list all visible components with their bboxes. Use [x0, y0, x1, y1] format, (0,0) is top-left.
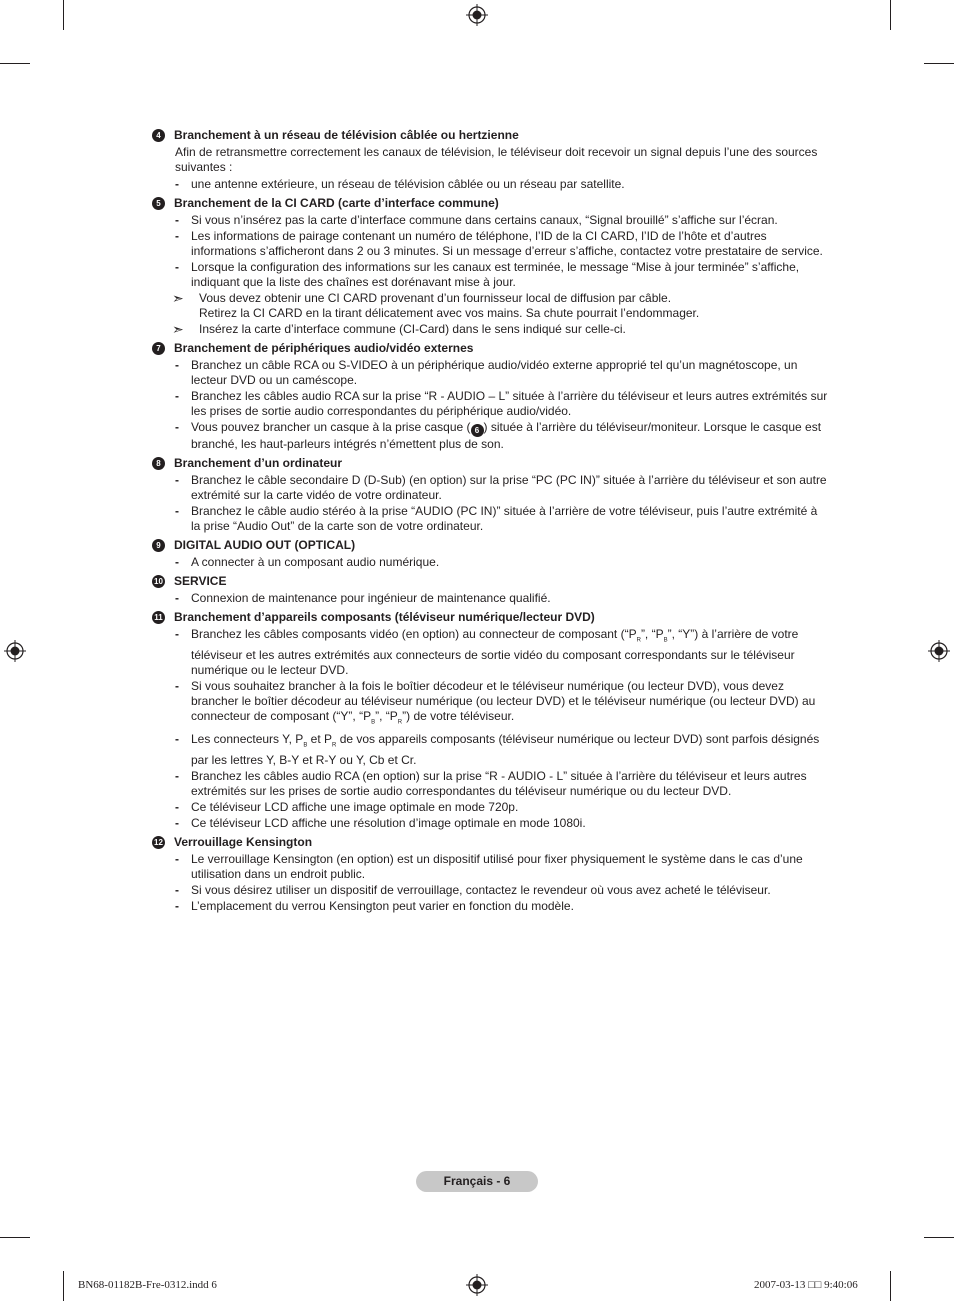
registration-mark-icon: [4, 640, 26, 662]
section-antenna: [152, 128, 828, 192]
section-number-badge: 5: [152, 197, 165, 210]
section-kensington-lock: [152, 835, 828, 914]
section-number-badge: 12: [152, 836, 165, 849]
dash-icon: -: [175, 731, 179, 746]
section-title: Branchement d’appareils composants (téléviseur numérique/lecteur DVD): [174, 610, 595, 624]
registration-mark-icon: [466, 1274, 488, 1296]
section-number-badge: 11: [152, 611, 165, 624]
section-service: [152, 574, 828, 606]
note-arrow-icon: ➣: [172, 321, 184, 337]
section-title: DIGITAL AUDIO OUT (OPTICAL): [174, 538, 356, 552]
dash-icon: -: [175, 504, 179, 518]
bullet-item: - Ce téléviseur LCD affiche une résolution d’image optimale en mode 1080i.: [175, 816, 586, 831]
section-paragraph: Afin de retransmettre correctement les canaux de télévision, le téléviseur doit recevoir un signal depuis l’une des sources suivantes :: [175, 145, 818, 174]
section-av-devices: [152, 341, 828, 452]
bullet-item: - A connecter à un composant audio numérique.: [175, 555, 440, 569]
dash-icon: -: [175, 389, 179, 403]
crop-mark: [924, 1237, 954, 1238]
dash-icon: -: [175, 899, 179, 914]
bullet-item: - Branchez les câbles audio RCA (en option) sur la prise “R - AUDIO - L” située à l’arrière du téléviseur et leurs autres extrémités sur les prises de sortie audio correspondantes du téléviseur numérique ou du lecteur DVD.: [175, 769, 807, 799]
dash-icon: -: [175, 229, 179, 243]
bullet-item: - Lorsque la configuration des informations sur les canaux est terminée, le message “Mise à jour terminée” s’affiche, indiquant que la liste des chaînes est dorénavant mise à jour.: [175, 260, 800, 289]
dash-icon: -: [175, 627, 179, 641]
section-number-badge: 10: [152, 575, 165, 588]
bullet-item: - Branchez le câble audio stéréo à la prise “AUDIO (PC IN)” située à l’arrière de votre téléviseur, puis l’autre extrémité à la prise “Audio Out” de la carte son de votre ordinateur.: [175, 504, 818, 533]
bullet-item: - Si vous souhaitez brancher à la fois le boîtier décodeur et le téléviseur numérique (ou lecteur DVD), vous devez brancher le boîtier décodeur au téléviseur numérique (ou lecteur DVD) et le téléviseur numérique (ou lecteur DVD) au connecteur de composant (“Y”, “$P_B$”, “$P_R$”) de votre téléviseur.: [175, 679, 828, 730]
bullet-item: - Branchez le câble secondaire D (D-Sub) (en option) sur la prise “PC (PC IN)” située à l’arrière du téléviseur et son autre extrémité sur la carte vidéo de votre ordinateur.: [175, 473, 827, 502]
bullet-item: - L’emplacement du verrou Kensington peut varier en fonction du modèle.: [175, 899, 574, 914]
dash-icon: -: [175, 358, 179, 372]
section-computer: [152, 456, 828, 534]
dash-icon: -: [175, 800, 179, 815]
bullet-item: - Le verrouillage Kensington (en option) est un dispositif utilisé pour fixer physiquement le système dans le cas d’une utilisation dans un endroit public.: [175, 852, 803, 882]
dash-icon: -: [175, 679, 179, 694]
section-title: Branchement de périphériques audio/vidéo externes: [174, 341, 474, 355]
bullet-item: - Si vous désirez utiliser un dispositif de verrouillage, contactez le revendeur où vous avez acheté le téléviseur.: [175, 883, 771, 898]
bullet-item: - Si vous n’insérez pas la carte d’interface commune dans certains canaux, “Signal brouillé” s’affiche sur l’écran.: [175, 213, 778, 227]
crop-mark: [63, 0, 64, 30]
section-title: Branchement de la CI CARD (carte d’interface commune): [174, 196, 499, 210]
crop-mark: [63, 1271, 64, 1301]
dash-icon: -: [175, 852, 179, 867]
section-title: SERVICE: [174, 574, 227, 588]
crop-mark: [890, 0, 891, 30]
section-title: Branchement à un réseau de télévision câblée ou hertzienne: [174, 128, 519, 142]
dash-icon: -: [175, 213, 179, 227]
section-number-badge: 8: [152, 457, 165, 470]
crop-mark: [924, 63, 954, 64]
bullet-item: - Vous pouvez brancher un casque à la prise casque ( 6 ) située à l’arrière du téléviseur/moniteur. Lorsque le casque est branché, les haut-parleurs intégrés n’émettent plus de son.: [175, 420, 822, 451]
section-ci-card: [152, 196, 828, 337]
crop-mark: [0, 63, 30, 64]
bullet-item: - Branchez un câble RCA ou S-VIDEO à un périphérique audio/vidéo externe approprié tel qu’un magnétoscope, un lecteur DVD ou un caméscope.: [175, 358, 798, 387]
bullet-item: - une antenne extérieure, un réseau de télévision câblée ou un réseau par satellite.: [175, 177, 625, 191]
section-number-badge: 7: [152, 342, 165, 355]
bullet-item: - Connexion de maintenance pour ingénieur de maintenance qualifié.: [175, 591, 551, 605]
bullet-item: - Les informations de pairage contenant un numéro de téléphone, l’ID de la CI CARD, l’ID de l’hôte et d’autres informations s’afficheront dans 2 ou 3 minutes. Si un message d’erreur s’affiche, contactez votre prestataire de service.: [175, 229, 823, 258]
crop-mark: [890, 1271, 891, 1301]
dash-icon: -: [175, 473, 179, 487]
section-digital-audio-out: [152, 538, 828, 570]
registration-mark-icon: [928, 640, 950, 662]
dash-icon: -: [175, 260, 179, 274]
dash-icon: -: [175, 555, 179, 569]
section-title: Verrouillage Kensington: [174, 835, 313, 850]
bullet-item: - Les connecteurs Y, $P_B$ et $P_R$ de vos appareils composants (téléviseur numérique ou lecteur DVD) sont parfois désignés par les lettres Y, B-Y et R-Y ou Y, Cb et Cr.: [175, 731, 820, 768]
dash-icon: -: [175, 420, 179, 434]
print-slug-file: BN68-01182B-Fre-0312.indd 6: [78, 1279, 217, 1291]
dash-icon: -: [175, 591, 179, 605]
dash-icon: -: [175, 769, 179, 784]
note-item: ➣ Insérez la carte d’interface commune (CI-Card) dans le sens indiqué sur celle-ci.: [172, 321, 626, 337]
note-item: ➣ Vous devez obtenir une CI CARD provenant d’un fournisseur local de diffusion par câble. Retirez la CI CARD en la tirant délicatement avec vos mains. Sa chute pourrait l’endommager.: [172, 290, 700, 320]
bullet-item: - Branchez les câbles composants vidéo (en option) au connecteur de composant (“$P_R$”, “$P_B$”, “Y”) à l’arrière de votre téléviseur et les autres extrémités aux connecteurs de sortie vidéo du composant correspondants sur le téléviseur numérique ou le lecteur DVD.: [175, 627, 799, 678]
section-number-badge: 4: [152, 129, 165, 142]
crop-mark: [0, 1237, 30, 1238]
print-slug-date: 2007-03-13 □□ 9:40:06: [754, 1279, 858, 1291]
section-title: Branchement d’un ordinateur: [174, 456, 343, 470]
page-number-label: Français - 6: [416, 1171, 538, 1192]
section-number-badge: 9: [152, 539, 165, 552]
note-arrow-icon: ➣: [172, 290, 184, 306]
dash-icon: -: [175, 816, 179, 831]
headphone-jack-number-badge: 6: [471, 424, 484, 437]
bullet-item: - Branchez les câbles audio RCA sur la prise “R - AUDIO – L” située à l’arrière du téléviseur et leurs autres extrémités sur les prises de sortie audio correspondantes du périphérique audio/vidéo.: [175, 389, 828, 418]
dash-icon: -: [175, 177, 179, 191]
manual-content: [152, 128, 828, 918]
bullet-item: - Ce téléviseur LCD affiche une image optimale en mode 720p.: [175, 800, 519, 815]
dash-icon: -: [175, 883, 179, 898]
section-component-devices: [152, 610, 828, 831]
registration-mark-icon: [466, 4, 488, 26]
